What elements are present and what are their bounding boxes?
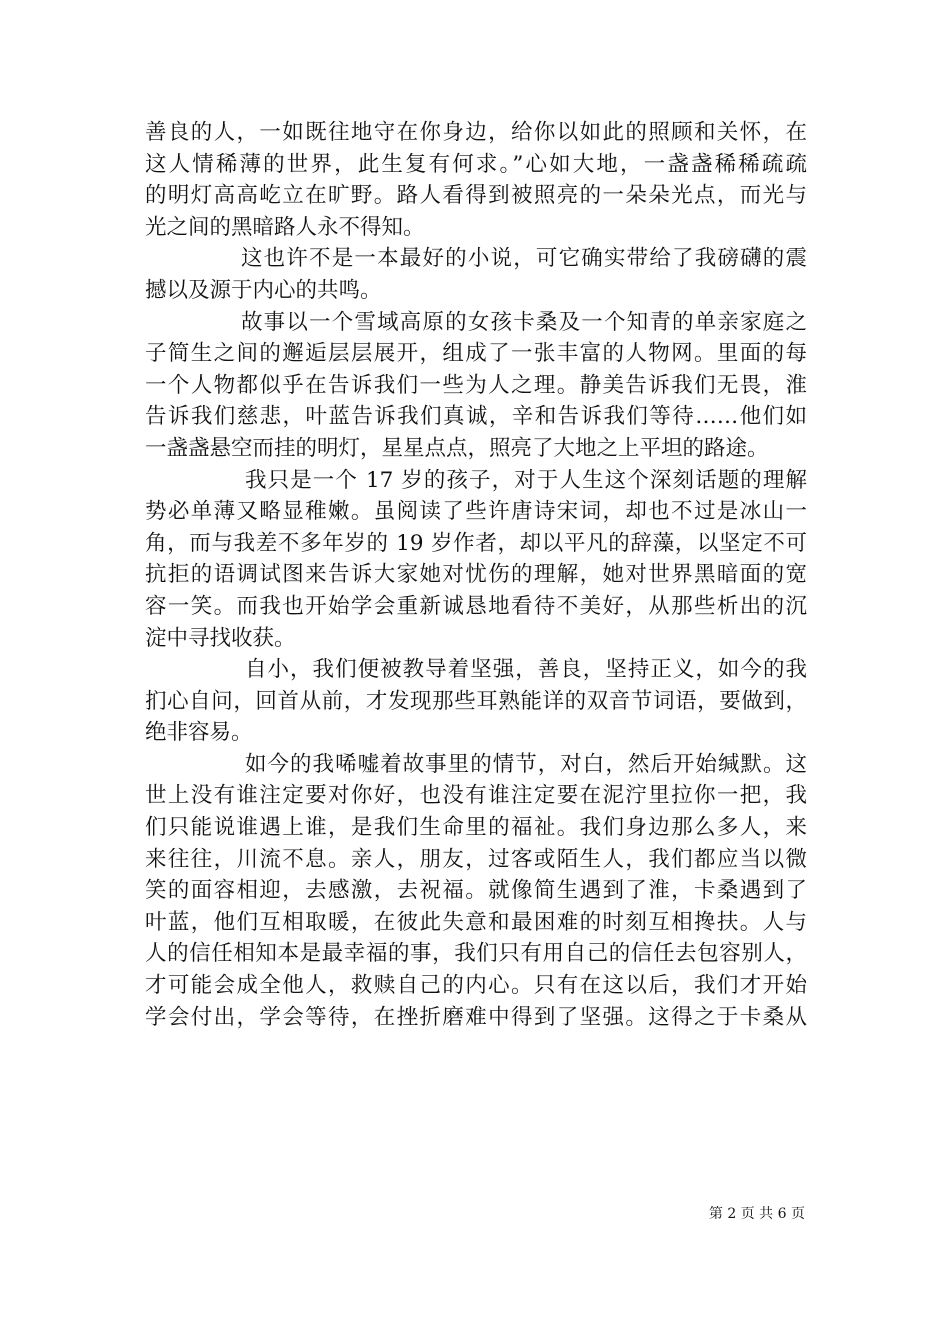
text-line: 们只能说谁遇上谁，是我们生命里的福祉。我们身边那么多人，来 <box>145 815 807 841</box>
text-line: 的明灯高高屹立在旷野。路人看得到被照亮的一朵朵光点，而光与 <box>145 183 807 209</box>
text-line: 一盏盏悬空而挂的明灯，星星点点，照亮了大地之上平坦的路途。 <box>145 435 769 461</box>
text-line: 才可能会成全他人，救赎自己的内心。只有在这以后，我们才开始 <box>145 973 807 999</box>
text-line: 笑的面容相迎，去感激，去祝福。就像简生遇到了淮，卡桑遇到了 <box>145 878 807 904</box>
paragraph-2 <box>145 243 807 306</box>
paragraph-1 <box>145 117 807 243</box>
text-line: 善良的人，一如既往地守在你身边，给你以如此的照顾和关怀，在 <box>145 120 807 145</box>
text-line: 告诉我们慈悲，叶蓝告诉我们真诚，辛和告诉我们等待……他们如 <box>145 404 807 430</box>
text-line: 故事以一个雪域高原的女孩卡桑及一个知青的单亲家庭之 <box>241 309 807 335</box>
text-line: 人的信任相知本是最幸福的事，我们只有用自己的信任去包容别人， <box>145 941 807 967</box>
text-line: 如今的我唏嘘着故事里的情节，对白，然后开始缄默。这 <box>245 751 807 777</box>
text-line: 淀中寻找收获。 <box>145 625 296 651</box>
text-line: 学会付出，学会等待，在挫折磨难中得到了坚强。这得之于卡桑从 <box>145 1004 807 1030</box>
paragraph-4 <box>145 465 807 655</box>
text-line: 容一笑。而我也开始学会重新诚恳地看待不美好，从那些析出的沉 <box>145 593 807 619</box>
text-line: 这人情稀薄的世界，此生复有何求。”心如大地，一盏盏稀稀疏疏 <box>145 151 807 177</box>
text-line: 撼以及源于内心的共鸣。 <box>145 277 382 303</box>
document-body <box>145 117 807 1033</box>
text-line: 一个人物都似乎在告诉我们一些为人之理。静美告诉我们无畏，淮 <box>145 372 807 398</box>
text-line: 叶蓝，他们互相取暖，在彼此失意和最困难的时刻互相搀扶。人与 <box>145 909 807 935</box>
page-number-footer: 第 2 页 共 6 页 <box>708 1206 805 1222</box>
text-line: 角，而与我差不多年岁的 19 岁作者，却以平凡的辞藻，以坚定不可 <box>145 530 807 556</box>
text-line: 我只是一个 17 岁的孩子，对于人生这个深刻话题的理解 <box>245 467 807 493</box>
text-line: 扪心自问，回首从前，才发现那些耳熟能详的双音节词语，要做到， <box>145 688 807 714</box>
paragraph-6 <box>145 749 807 1033</box>
paragraph-3 <box>145 307 807 465</box>
text-line: 世上没有谁注定要对你好，也没有谁注定要在泥泞里拉你一把，我 <box>145 783 807 809</box>
text-line: 自小，我们便被教导着坚强，善良，坚持正义，如今的我 <box>245 657 807 683</box>
text-line: 这也许不是一本最好的小说，可它确实带给了我磅礴的震 <box>241 246 807 272</box>
text-line: 来往往，川流不息。亲人，朋友，过客或陌生人，我们都应当以微 <box>145 846 807 872</box>
text-line: 势必单薄又略显稚嫩。虽阅读了些许唐诗宋词，却也不过是冰山一 <box>145 499 807 525</box>
text-line: 抗拒的语调试图来告诉大家她对忧伤的理解，她对世界黑暗面的宽 <box>145 562 807 588</box>
text-line: 绝非容易。 <box>145 720 253 746</box>
text-line: 子简生之间的邂逅层层展开，组成了一张丰富的人物网。里面的每 <box>145 341 807 367</box>
paragraph-5 <box>145 654 807 749</box>
text-line: 光之间的黑暗路人永不得知。 <box>145 214 425 240</box>
